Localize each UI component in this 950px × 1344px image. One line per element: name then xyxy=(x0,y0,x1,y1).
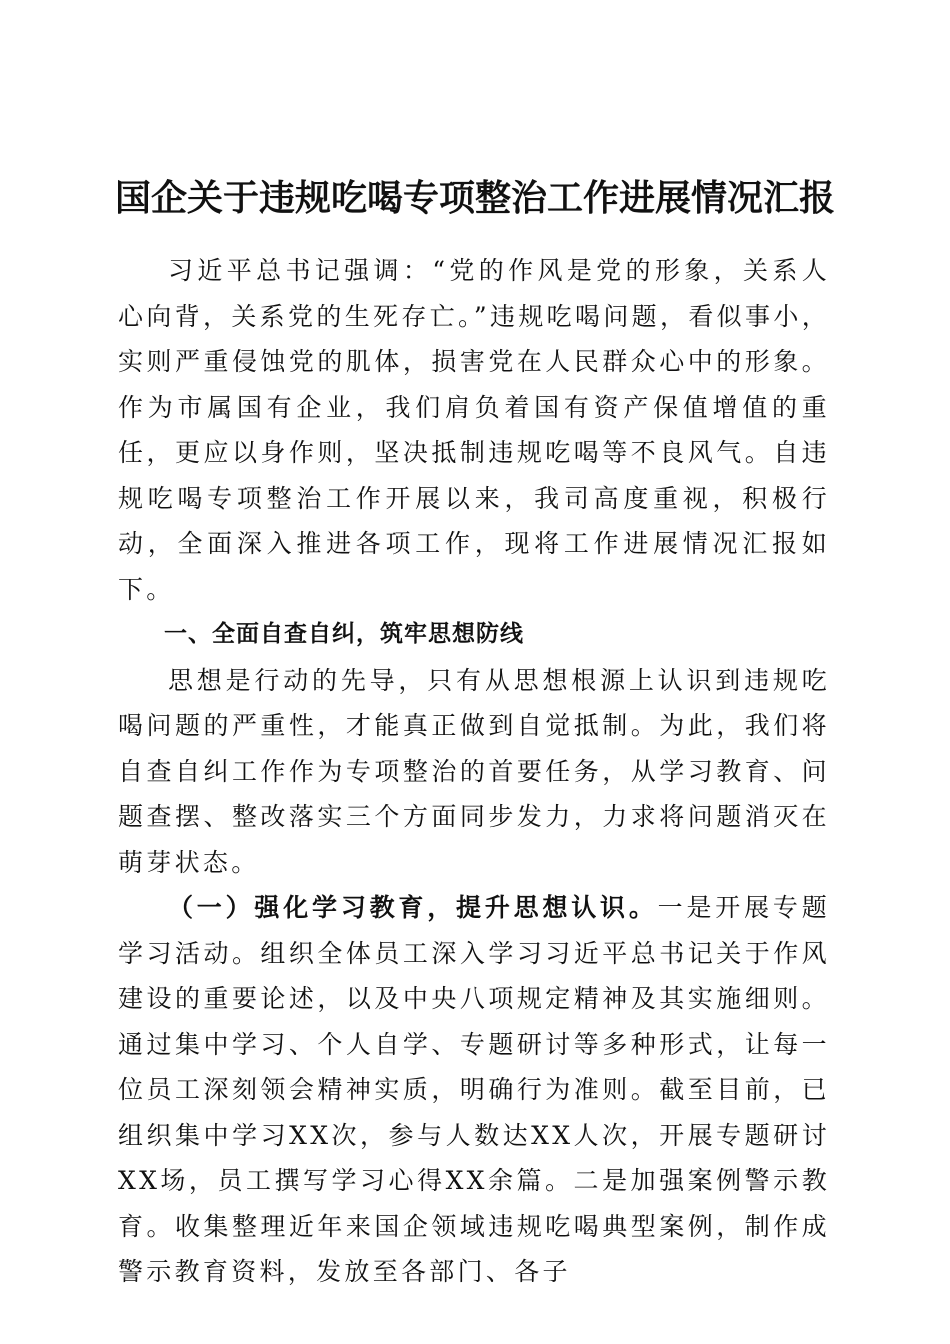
intro-paragraph: 习近平总书记强调：“党的作风是党的形象，关系人心向背，关系党的生死存亡。”违规吃喝问题，看似事小，实则严重侵蚀党的肌体，损害党在人民群众心中的形象。作为市属国有企业，我们肩负着国有资产保值增值的重任，更应以身作则，坚决抵制违规吃喝等不良风气。自违规吃喝专项整治工作开展以来，我司高度重视，积极行动，全面深入推进各项工作，现将工作进展情况汇报如下。 xyxy=(118,256,830,604)
subsection-text: 一是开展专题学习活动。组织全体员工深入学习习近平总书记关于作风建设的重要论述，以及中央八项规定精神及其实施细则。通过集中学习、个人自学、专题研讨等多种形式，让每一位员工深刻领会精神实质，明确行为准则。截至目前，已组织集中学习XX次，参与人数达XX人次，开展专题研讨XX场，员工撰写学习心得XX余篇。二是加强案例警示教育。收集整理近年来国企领域违规吃喝典型案例，制作成警示教育资料，发放至各部门、各子 xyxy=(118,893,830,1286)
subsection-paragraph xyxy=(118,885,830,1295)
section-heading: 一、全面自查自纠，筑牢思想防线 xyxy=(164,621,524,647)
document-title: 国企关于违规吃喝专项整治工作进展情况汇报 xyxy=(114,177,835,219)
subsection-heading: （一）强化学习教育，提升思想认识。 xyxy=(168,893,658,922)
document-body xyxy=(118,248,830,1295)
section-paragraph: 思想是行动的先导，只有从思想根源上认识到违规吃喝问题的严重性，才能真正做到自觉抵制。为此，我们将自查自纠工作作为专项整治的首要任务，从学习教育、问题查摆、整改落实三个方面同步发力，力求将问题消灭在萌芽状态。 xyxy=(118,665,830,877)
